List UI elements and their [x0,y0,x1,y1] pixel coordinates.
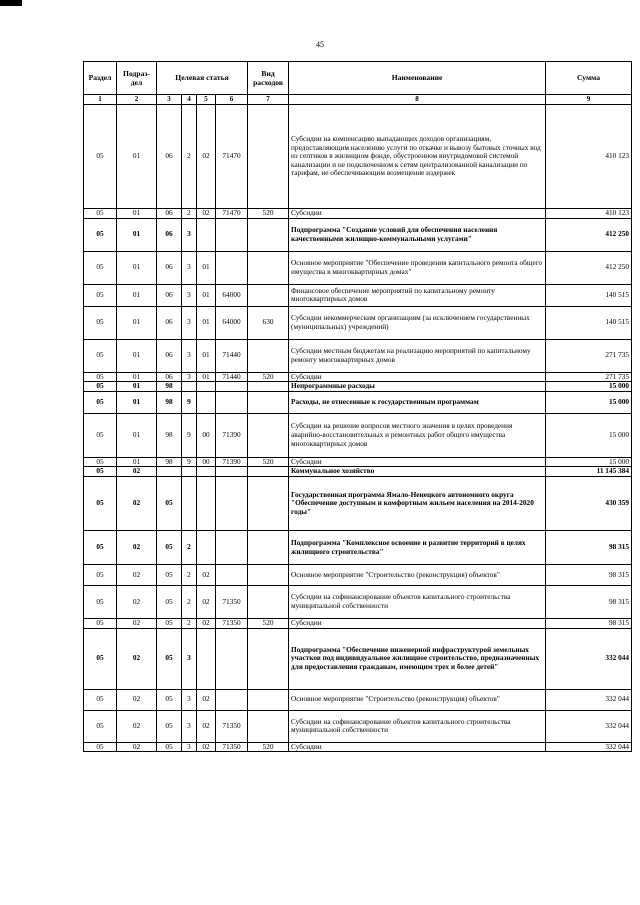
direction-code-cell: 71440 [216,339,248,372]
direction-code-cell: 71390 [216,413,248,457]
expense-type-cell [248,710,289,742]
subprogram-code-cell: 2 [182,209,197,219]
measure-code-cell: 02 [197,565,216,586]
column-number: 9 [546,95,632,105]
table-row [84,742,632,752]
program-code-cell: 98 [157,457,182,467]
podrazdel-cell: 01 [117,105,157,209]
name-cell: Субсидии [289,209,546,219]
podrazdel-cell: 01 [117,382,157,392]
direction-code-cell: 71350 [216,742,248,752]
direction-code-cell: 71350 [216,586,248,619]
column-number: 5 [197,95,216,105]
sum-cell: 410 123 [546,105,632,209]
table-row [84,306,632,339]
table-row [84,467,632,477]
razdel-cell: 05 [84,586,117,619]
subprogram-code-cell: 3 [182,339,197,372]
name-cell: Финансовое обеспечение мероприятий по капитальному ремонту многоквартирных домов [289,284,546,306]
direction-code-cell [216,218,248,251]
measure-code-cell [197,391,216,413]
subprogram-code-cell: 2 [182,619,197,629]
table-row [84,209,632,219]
subprogram-code-cell: 3 [182,251,197,284]
expense-type-cell [248,586,289,619]
measure-code-cell: 01 [197,372,216,382]
measure-code-cell: 02 [197,586,216,619]
measure-code-cell: 01 [197,306,216,339]
name-cell: Основное мероприятие "Строительство (реконструкция) объектов" [289,689,546,710]
table-row [84,477,632,531]
program-code-cell: 06 [157,284,182,306]
sum-cell: 271 735 [546,339,632,372]
table-row [84,339,632,372]
name-cell: Субсидии [289,742,546,752]
razdel-cell: 05 [84,209,117,219]
header-razdel: Раздел [84,62,117,95]
subprogram-code-cell: 3 [182,306,197,339]
direction-code-cell [216,565,248,586]
program-code-cell: 06 [157,209,182,219]
razdel-cell: 05 [84,628,117,689]
expense-type-cell [248,413,289,457]
podrazdel-cell: 02 [117,689,157,710]
subprogram-code-cell: 3 [182,742,197,752]
direction-code-cell [216,689,248,710]
sum-cell: 98 315 [546,531,632,565]
expense-type-cell [248,251,289,284]
name-cell: Субсидии на софинансирование объектов капитального строительства муниципальной собственности [289,710,546,742]
razdel-cell: 05 [84,382,117,392]
expense-type-cell [248,382,289,392]
direction-code-cell [216,391,248,413]
sum-cell: 332 044 [546,628,632,689]
expense-type-cell: 520 [248,457,289,467]
razdel-cell: 05 [84,105,117,209]
podrazdel-cell: 02 [117,742,157,752]
sum-cell: 15 000 [546,382,632,392]
program-code-cell: 06 [157,251,182,284]
direction-code-cell: 71350 [216,619,248,629]
program-code-cell: 05 [157,586,182,619]
measure-code-cell [197,477,216,531]
measure-code-cell: 02 [197,689,216,710]
measure-code-cell: 00 [197,413,216,457]
podrazdel-cell: 01 [117,284,157,306]
subprogram-code-cell: 2 [182,586,197,619]
subprogram-code-cell [182,477,197,531]
direction-code-cell: 71390 [216,457,248,467]
table-row [84,105,632,209]
expense-type-cell [248,105,289,209]
subprogram-code-cell: 3 [182,218,197,251]
table-row [84,218,632,251]
program-code-cell: 06 [157,306,182,339]
razdel-cell: 05 [84,689,117,710]
sum-cell: 271 735 [546,372,632,382]
sum-cell: 410 123 [546,209,632,219]
podrazdel-cell: 02 [117,710,157,742]
direction-code-cell [216,628,248,689]
podrazdel-cell: 02 [117,477,157,531]
razdel-cell: 05 [84,565,117,586]
podrazdel-cell: 02 [117,467,157,477]
table-row [84,619,632,629]
table-row [84,251,632,284]
measure-code-cell [197,218,216,251]
name-cell: Основное мероприятие "Строительство (реконструкция) объектов" [289,565,546,586]
table-row [84,689,632,710]
expense-type-cell: 520 [248,619,289,629]
sum-cell: 140 515 [546,284,632,306]
podrazdel-cell: 01 [117,251,157,284]
program-code-cell: 05 [157,531,182,565]
name-cell: Коммунальное хозяйство [289,467,546,477]
sum-cell: 430 359 [546,477,632,531]
sum-cell: 98 315 [546,565,632,586]
razdel-cell: 05 [84,339,117,372]
sum-cell: 98 315 [546,586,632,619]
podrazdel-cell: 01 [117,339,157,372]
razdel-cell: 05 [84,306,117,339]
measure-code-cell [197,531,216,565]
program-code-cell: 98 [157,413,182,457]
razdel-cell: 05 [84,531,117,565]
subprogram-code-cell: 3 [182,284,197,306]
table-row [84,565,632,586]
razdel-cell: 05 [84,284,117,306]
measure-code-cell: 02 [197,209,216,219]
razdel-cell: 05 [84,218,117,251]
direction-code-cell [216,531,248,565]
program-code-cell: 05 [157,710,182,742]
name-cell: Расходы, не отнесенные к государственным программам [289,391,546,413]
direction-code-cell: 71440 [216,372,248,382]
header-podrazdel: Подраз- дел [117,62,157,95]
column-number: 8 [289,95,546,105]
sum-cell: 332 044 [546,710,632,742]
page-number: 45 [316,40,324,49]
expense-type-cell [248,467,289,477]
expense-type-cell [248,565,289,586]
podrazdel-cell: 01 [117,209,157,219]
sum-cell: 15 000 [546,457,632,467]
measure-code-cell: 02 [197,710,216,742]
subprogram-code-cell: 2 [182,565,197,586]
column-number: 4 [182,95,197,105]
name-cell: Субсидии на решение вопросов местного значения в целях проведения аварийно-восстановительных и ремонтных работ общего имущества многоквартирных домов [289,413,546,457]
program-code-cell: 06 [157,372,182,382]
table-body [84,105,632,752]
table-row [84,382,632,392]
podrazdel-cell: 02 [117,619,157,629]
expense-type-cell [248,477,289,531]
name-cell: Субсидии на компенсацию выпадающих доходов организациям, предоставляющим населению услуги по откачке и вывозу бытовых сточных вод из септиков в жилищном фонде, обустроенном внутридомовой системой канализации и не подключенном к сетям централизованной канализации по тарифам, не обеспечивающим возмещение издержек [289,105,546,209]
expense-type-cell [248,628,289,689]
program-code-cell: 06 [157,218,182,251]
sum-cell: 332 044 [546,689,632,710]
name-cell: Субсидии некоммерческим организациям (за исключением государственных (муниципальных) учреждений) [289,306,546,339]
name-cell: Основное мероприятие "Обеспечение проведения капитального ремонта общего имущества в многоквартирных домах" [289,251,546,284]
sum-cell: 412 250 [546,251,632,284]
column-number: 1 [84,95,117,105]
subprogram-code-cell: 9 [182,413,197,457]
table-row [84,531,632,565]
direction-code-cell: 64000 [216,284,248,306]
razdel-cell: 05 [84,467,117,477]
podrazdel-cell: 01 [117,306,157,339]
measure-code-cell: 01 [197,284,216,306]
subprogram-code-cell [182,467,197,477]
direction-code-cell: 71350 [216,710,248,742]
name-cell: Субсидии на софинансирование объектов капитального строительства муниципальной собственности [289,586,546,619]
podrazdel-cell: 01 [117,413,157,457]
name-cell: Подпрограмма "Создание условий для обеспечения населения качественными жилищно-коммунальными услугами" [289,218,546,251]
expense-type-cell [248,391,289,413]
name-cell: Подпрограмма "Комплексное освоение и развитие территорий в целях жилищного строительства" [289,531,546,565]
expense-type-cell: 630 [248,306,289,339]
podrazdel-cell: 01 [117,391,157,413]
header-naimenovanie: Наименование [289,62,546,95]
table-row [84,284,632,306]
expense-type-cell [248,689,289,710]
measure-code-cell: 01 [197,339,216,372]
subprogram-code-cell: 3 [182,710,197,742]
subprogram-code-cell [182,382,197,392]
program-code-cell: 05 [157,628,182,689]
measure-code-cell: 01 [197,251,216,284]
expense-type-cell: 520 [248,742,289,752]
expense-type-cell [248,218,289,251]
column-number-row [84,95,632,105]
program-code-cell: 05 [157,477,182,531]
program-code-cell: 05 [157,619,182,629]
razdel-cell: 05 [84,372,117,382]
podrazdel-cell: 02 [117,628,157,689]
table-row [84,628,632,689]
budget-table [83,61,632,752]
column-number: 7 [248,95,289,105]
table-row [84,413,632,457]
measure-code-cell: 02 [197,105,216,209]
expense-type-cell [248,531,289,565]
column-number: 2 [117,95,157,105]
direction-code-cell [216,477,248,531]
program-code-cell: 98 [157,391,182,413]
subprogram-code-cell: 2 [182,531,197,565]
table-row [84,391,632,413]
direction-code-cell [216,382,248,392]
direction-code-cell [216,251,248,284]
sum-cell: 140 515 [546,306,632,339]
subprogram-code-cell: 3 [182,628,197,689]
expense-type-cell: 520 [248,209,289,219]
table-header [84,62,632,105]
name-cell: Субсидии [289,457,546,467]
name-cell: Субсидии [289,372,546,382]
program-code-cell: 06 [157,339,182,372]
scan-edge-mark [0,0,22,6]
measure-code-cell [197,628,216,689]
razdel-cell: 05 [84,710,117,742]
measure-code-cell [197,467,216,477]
direction-code-cell: 71470 [216,209,248,219]
column-number: 6 [216,95,248,105]
program-code-cell [157,467,182,477]
measure-code-cell [197,382,216,392]
podrazdel-cell: 02 [117,586,157,619]
measure-code-cell: 02 [197,742,216,752]
sum-cell: 15 000 [546,391,632,413]
name-cell: Субсидии [289,619,546,629]
sum-cell: 11 145 384 [546,467,632,477]
direction-code-cell: 71470 [216,105,248,209]
column-number: 3 [157,95,182,105]
subprogram-code-cell: 9 [182,391,197,413]
sum-cell: 15 000 [546,413,632,457]
razdel-cell: 05 [84,619,117,629]
subprogram-code-cell: 3 [182,689,197,710]
razdel-cell: 05 [84,457,117,467]
podrazdel-cell: 02 [117,565,157,586]
expense-type-cell [248,339,289,372]
subprogram-code-cell: 2 [182,105,197,209]
program-code-cell: 98 [157,382,182,392]
name-cell: Государственная программа Ямало-Ненецкого автономного округа "Обеспечение доступным и комфортным жильем населения на 2014-2020 годы" [289,477,546,531]
expense-type-cell [248,284,289,306]
header-vid-raskhodov: Вид расходов [248,62,289,95]
expense-type-cell: 520 [248,372,289,382]
razdel-cell: 05 [84,742,117,752]
sum-cell: 412 250 [546,218,632,251]
subprogram-code-cell: 9 [182,457,197,467]
razdel-cell: 05 [84,477,117,531]
measure-code-cell: 00 [197,457,216,467]
sum-cell: 98 315 [546,619,632,629]
podrazdel-cell: 01 [117,218,157,251]
subprogram-code-cell: 3 [182,372,197,382]
podrazdel-cell: 02 [117,531,157,565]
direction-code-cell: 64000 [216,306,248,339]
program-code-cell: 06 [157,105,182,209]
name-cell: Подпрограмма "Обеспечение инженерной инфраструктурой земельных участков под индивидуальное жилищное строительство, предназначенных для предоставления гражданам, имеющим трех и более детей" [289,628,546,689]
razdel-cell: 05 [84,251,117,284]
program-code-cell: 05 [157,742,182,752]
podrazdel-cell: 01 [117,457,157,467]
podrazdel-cell: 01 [117,372,157,382]
sum-cell: 332 044 [546,742,632,752]
table-row [84,710,632,742]
header-summa: Сумма [546,62,632,95]
name-cell: Непрограммные расходы [289,382,546,392]
table-row [84,586,632,619]
direction-code-cell [216,467,248,477]
razdel-cell: 05 [84,413,117,457]
name-cell: Субсидии местным бюджетам на реализацию мероприятий по капитальному ремонту многоквартирных домов [289,339,546,372]
razdel-cell: 05 [84,391,117,413]
program-code-cell: 05 [157,565,182,586]
program-code-cell: 05 [157,689,182,710]
measure-code-cell: 02 [197,619,216,629]
header-tselevaya-statya: Целевая статья [157,62,248,95]
